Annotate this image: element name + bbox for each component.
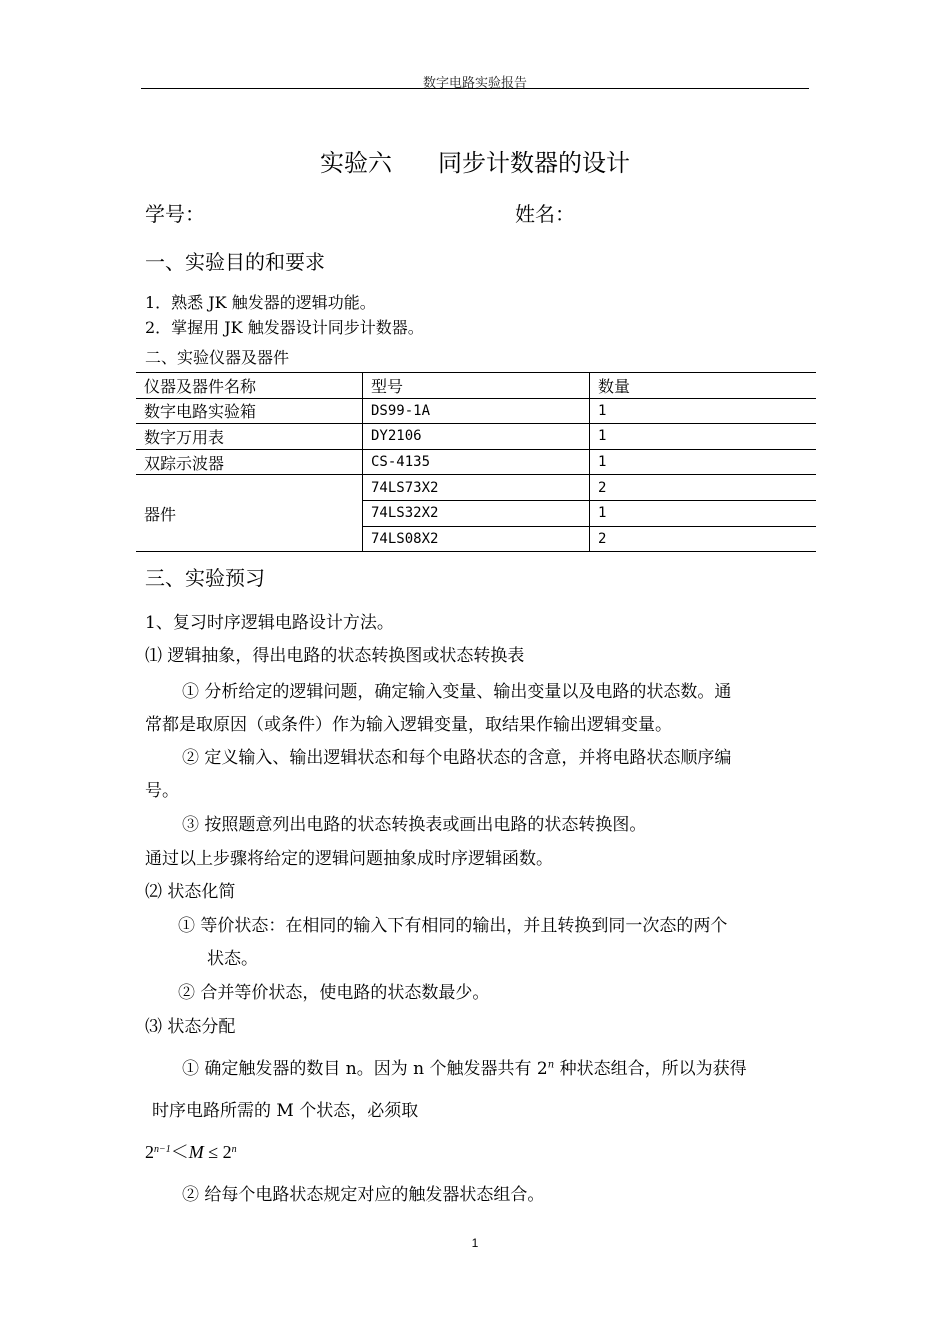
table-cell: DY2106 [363,424,590,450]
table-row [136,449,816,475]
table-cell: 1 [590,500,817,526]
paragraph: ⑵ 状态化简 [145,882,236,902]
page-title [0,143,950,178]
equipment-table [136,372,816,552]
table-cell-device-group: 器件 [136,475,363,552]
formula-less-equal: ≤ [208,1142,219,1162]
objective-item-2: 2．掌握用 JK 触发器设计同步计数器。 [145,318,424,337]
paragraph: ⑶ 状态分配 [145,1017,236,1037]
objective-item-1: 1．熟悉 JK 触发器的逻辑功能。 [145,293,376,312]
table-cell: CS-4135 [363,449,590,475]
table-cell: DS99-1A [363,398,590,424]
paragraph: 状态。 [207,949,258,969]
table-row [136,424,816,450]
formula-base: 2 [222,1142,232,1162]
table-cell: 74LS08X2 [363,526,590,552]
paragraph: ③ 按照题意列出电路的状态转换表或画出电路的状态转换图。 [182,815,647,835]
title-experiment-number: 实验六 [320,149,392,177]
section-2-heading: 二、实验仪器及器件 [145,348,290,367]
title-experiment-name: 同步计数器的设计 [438,149,630,177]
table-header-cell: 仪器及器件名称 [136,373,363,399]
table-cell: 数字万用表 [136,424,363,450]
exponent: n [547,1059,555,1071]
table-header-row [136,373,816,399]
table-cell: 1 [590,398,817,424]
paragraph: ① 分析给定的逻辑问题，确定输入变量、输出变量以及电路的状态数。通 [182,682,732,702]
paragraph [182,1054,747,1079]
paragraph: ⑴ 逻辑抽象，得出电路的状态转换图或状态转换表 [145,646,525,666]
table-cell: 1 [590,449,817,475]
paragraph: 1、复习时序逻辑电路设计方法。 [145,613,394,633]
paragraph: 通过以上步骤将给定的逻辑问题抽象成时序逻辑函数。 [145,849,553,869]
paragraph: 号。 [145,781,179,801]
paragraph: ① 等价状态：在相同的输入下有相同的输出，并且转换到同一次态的两个 [178,916,728,936]
state-count-formula [145,1138,237,1164]
table-header-cell: 数量 [590,373,817,399]
table-cell: 2 [590,526,817,552]
table-cell: 数字电路实验箱 [136,398,363,424]
paragraph: ② 定义输入、输出逻辑状态和每个电路状态的含意，并将电路状态顺序编 [182,748,732,768]
table-row [136,475,816,501]
paragraph: ② 给每个电路状态规定对应的触发器状态组合。 [182,1185,545,1205]
page-header: 数字电路实验报告 [422,76,527,91]
formula-variable: M [188,1142,204,1162]
student-id-label: 学号： [145,202,205,226]
paragraph: 常都是取原因（或条件）作为输入逻辑变量，取结果作输出逻辑变量。 [145,715,672,735]
table-cell: 双踪示波器 [136,449,363,475]
table-cell: 1 [590,424,817,450]
formula-exponent: n [231,1144,237,1155]
table-header-cell: 型号 [363,373,590,399]
formula-base: 2 [145,1142,154,1162]
paragraph: 时序电路所需的 M 个状态，必须取 [152,1101,419,1121]
student-name-label: 姓名： [515,202,575,226]
header-rule [141,88,809,89]
table-cell: 2 [590,475,817,501]
table-cell: 74LS73X2 [363,475,590,501]
formula-exponent: n−1 [154,1144,171,1155]
paragraph-text: ① 确定触发器的数目 n。因为 n 个触发器共有 2 [182,1059,548,1079]
table-row [136,398,816,424]
page-number: 1 [471,1236,479,1250]
table-cell: 74LS32X2 [363,500,590,526]
paragraph-text: 种状态组合，所以为获得 [554,1059,747,1079]
section-1-heading: 一、实验目的和要求 [145,250,325,274]
section-3-heading: 三、实验预习 [145,566,265,590]
paragraph: ② 合并等价状态，使电路的状态数最少。 [178,983,490,1003]
formula-less-than: ＜ [170,1142,189,1162]
